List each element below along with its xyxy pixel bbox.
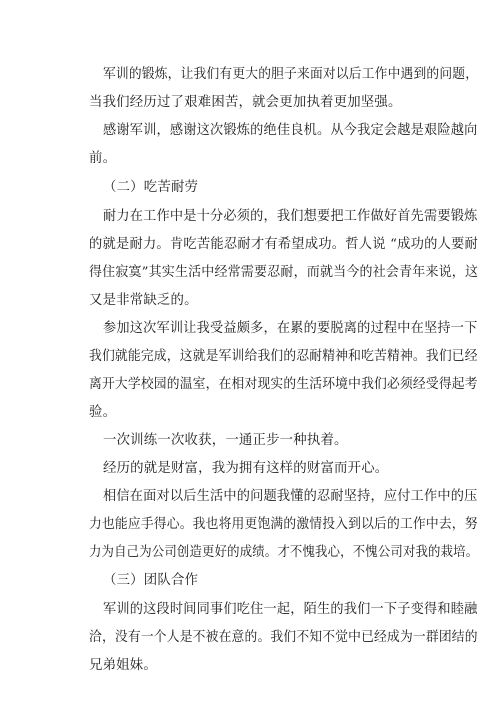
paragraph-line: 感谢军训，感谢这次锻炼的绝佳良机。从今我定会越是艰险越向 [103, 123, 478, 138]
section-heading: （二）吃苦耐劳 [103, 180, 199, 195]
paragraph-line: 力也能应手得心。我也将用更饱满的激情投入到以后的工作中去，努 [89, 517, 478, 532]
paragraph-line: 军训的这段时间同事们吃住一起，陌生的我们一下子变得和睦融 [103, 602, 478, 617]
paragraph-line: 力为自己为公司创造更好的成绩。才不愧我心，不愧公司对我的栽培。 [89, 545, 479, 560]
section-heading: （三）团队合作 [103, 573, 199, 588]
paragraph-line: 我们就能完成，这就是军训给我们的忍耐精神和吃苦精神。我们已经 [89, 349, 478, 364]
paragraph-line: 兄弟姐妹。 [89, 658, 157, 673]
paragraph-line: 耐力在工作中是十分必须的，我们想要把工作做好首先需要锻炼 [103, 209, 478, 224]
paragraph-line: 相信在面对以后生活中的问题我懂的忍耐坚持，应付工作中的压 [103, 489, 478, 504]
paragraph-line: 离开大学校园的温室，在相对现实的生活环境中我们必须经受得起考 [89, 377, 478, 392]
paragraph-line: 得住寂寞”其实生活中经常需要忍耐，而就当今的社会青年来说，这 [89, 265, 479, 280]
paragraph-line: 的就是耐力。肯吃苦能忍耐才有希望成功。哲人说 “成功的人要耐 [89, 237, 479, 252]
paragraph-line: 经历的就是财富，我为拥有这样的财富而开心。 [103, 461, 389, 476]
paragraph-line: 当我们经历过了艰难困苦，就会更加执着更加坚强。 [89, 95, 402, 110]
paragraph-line: 参加这次军训让我受益颇多，在累的要脱离的过程中在坚持一下 [103, 321, 478, 336]
paragraph-line: 验。 [89, 405, 117, 420]
paragraph-line: 军训的锻炼，让我们有更大的胆子来面对以后工作中遇到的问题， [103, 67, 479, 82]
paragraph-line: 前。 [89, 151, 117, 166]
paragraph-line: 洽，没有一个人是不被在意的。我们不知不觉中已经成为一群团结的 [89, 630, 478, 645]
paragraph-line: 又是非常缺乏的。 [89, 293, 198, 308]
paragraph-line: 一次训练一次收获，一通正步一种执着。 [103, 433, 348, 448]
